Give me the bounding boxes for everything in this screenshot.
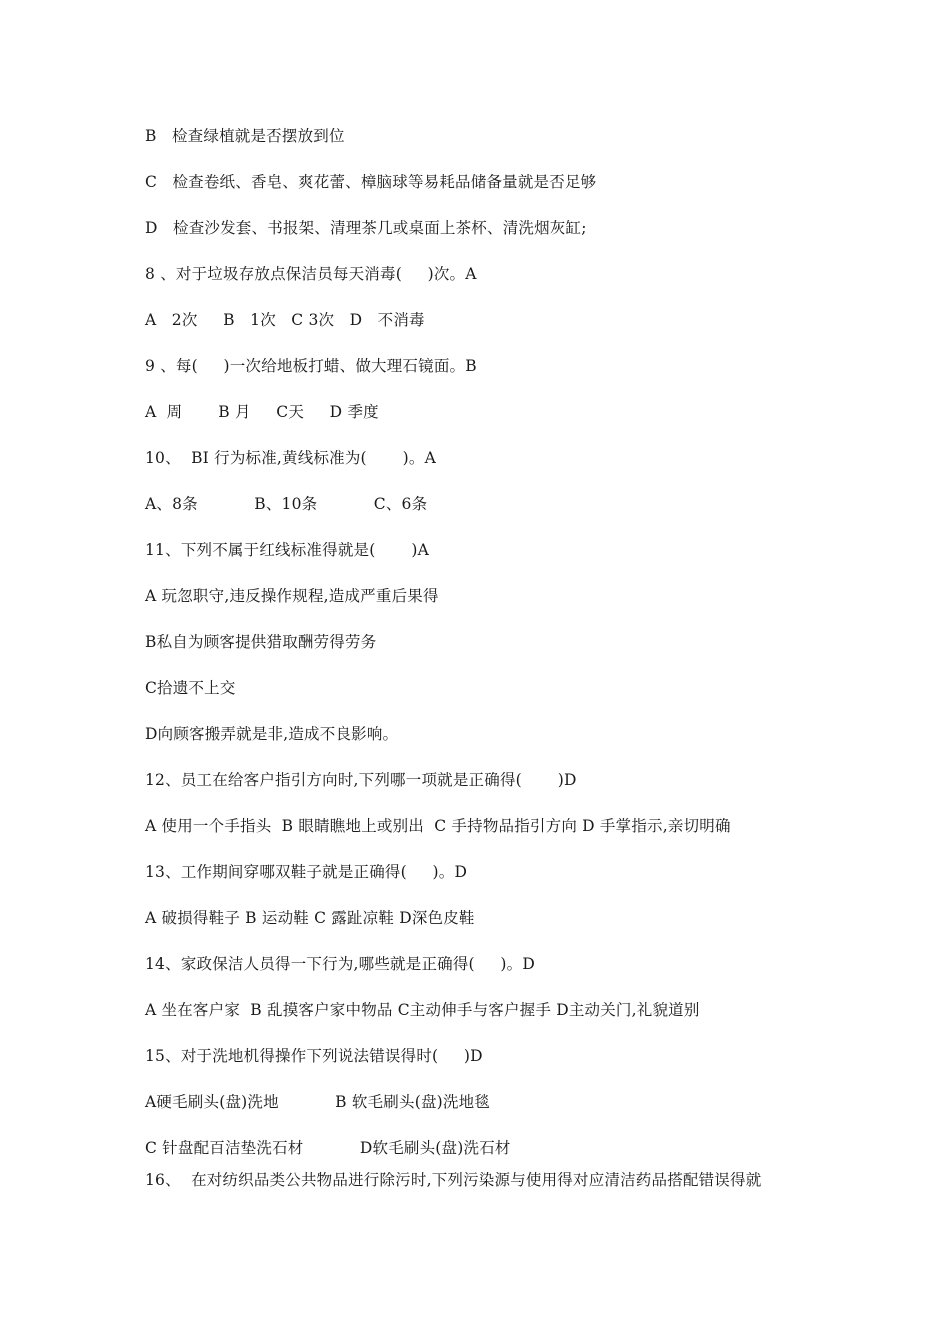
option-line: D向顾客搬弄就是非,造成不良影响。	[145, 725, 399, 743]
option-line: D 检查沙发套、书报架、清理茶几或桌面上茶杯、清洗烟灰缸;	[145, 219, 587, 237]
option-line: A硬毛刷头(盘)洗地 B 软毛刷头(盘)洗地毯	[145, 1093, 490, 1111]
option-line: C拾遗不上交	[145, 679, 236, 697]
question-line: 11、下列不属于红线标准得就是( )A	[145, 541, 430, 559]
option-line: C 检查卷纸、香皂、爽花蕾、樟脑球等易耗品储备量就是否足够	[145, 173, 597, 191]
option-line: A 坐在客户家 B 乱摸客户家中物品 C主动伸手与客户握手 D主动关门,礼貌道别	[145, 1001, 700, 1019]
option-line: A 破损得鞋子 B 运动鞋 C 露趾凉鞋 D深色皮鞋	[145, 909, 475, 927]
question-line: 10、 BI 行为标准,黄线标准为( )。A	[145, 449, 437, 467]
option-line: A 周 B 月 C天 D 季度	[145, 403, 379, 421]
option-line: A 2次 B 1次 C 3次 D 不消毒	[145, 311, 425, 329]
question-line: 14、家政保洁人员得一下行为,哪些就是正确得( )。D	[145, 955, 536, 973]
question-line: 16、 在对纺织品类公共物品进行除污时,下列污染源与使用得对应清洁药品搭配错误得就	[145, 1171, 762, 1189]
question-line: 13、工作期间穿哪双鞋子就是正确得( )。D	[145, 863, 468, 881]
option-line: B 检查绿植就是否摆放到位	[145, 127, 345, 145]
option-line: A 玩忽职守,违反操作规程,造成严重后果得	[145, 587, 439, 605]
question-line: 8 、对于垃圾存放点保洁员每天消毒( )次。A	[145, 265, 477, 283]
question-line: 12、员工在给客户指引方向时,下列哪一项就是正确得( )D	[145, 771, 577, 789]
question-line: 9 、每( )一次给地板打蜡、做大理石镜面。B	[145, 357, 477, 375]
option-line: B私自为顾客提供猎取酬劳得劳务	[145, 633, 377, 651]
question-line: 15、对于洗地机得操作下列说法错误得时( )D	[145, 1047, 483, 1065]
option-line: C 针盘配百洁垫洗石材 D软毛刷头(盘)洗石材	[145, 1139, 511, 1157]
option-line: A 使用一个手指头 B 眼睛瞧地上或别出 C 手持物品指引方向 D 手掌指示,亲切明确	[145, 817, 731, 835]
option-line: A、8条 B、10条 C、6条	[145, 495, 428, 513]
